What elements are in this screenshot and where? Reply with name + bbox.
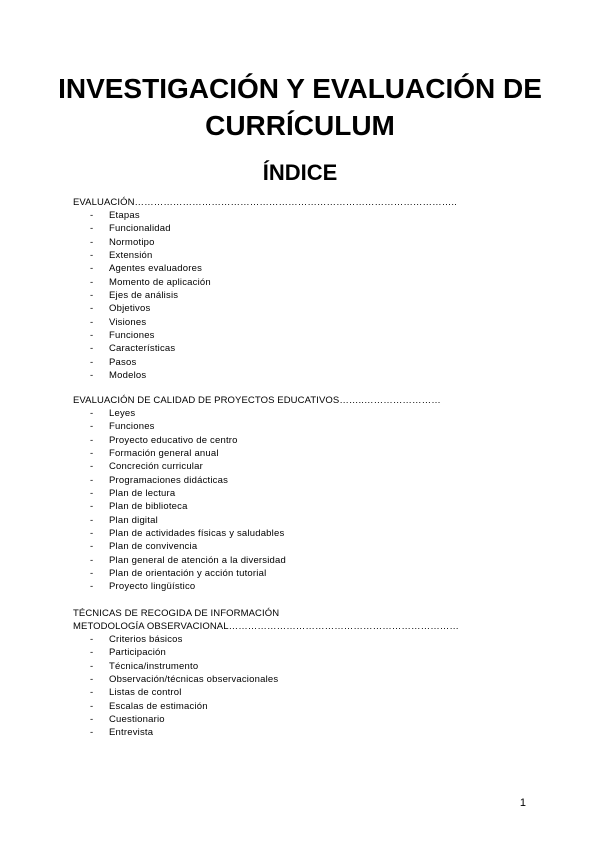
toc-item [73, 527, 503, 540]
toc-item-label: Leyes [109, 408, 136, 419]
toc-item-label: Normotipo [109, 236, 155, 248]
toc-item-label: Funciones [109, 330, 155, 342]
toc-item [73, 646, 503, 659]
toc-item [73, 726, 503, 739]
bullet-dash: - [90, 568, 94, 580]
toc-item [73, 540, 503, 553]
toc-item [73, 686, 503, 699]
toc-section-heading: EVALUACIÓN……………………………………………………………………………………….. [73, 197, 457, 208]
toc-item [73, 342, 503, 355]
bullet-dash: - [90, 474, 94, 486]
toc-item-list [73, 633, 503, 740]
bullet-dash: - [90, 210, 94, 221]
toc-section-calidad-proyectos [73, 394, 503, 594]
bullet-dash: - [90, 647, 94, 659]
toc-item [73, 500, 503, 513]
bullet-dash: - [90, 236, 94, 248]
toc-item-label: Momento de aplicación [109, 276, 211, 288]
toc-item [73, 487, 503, 500]
toc-item-label: Concreción curricular [109, 461, 203, 473]
toc-item [73, 447, 503, 460]
toc-item [73, 474, 503, 487]
toc-item [73, 262, 503, 275]
toc-item-label: Extensión [109, 250, 153, 262]
bullet-dash: - [90, 581, 94, 593]
toc-item-label: Plan de biblioteca [109, 501, 188, 513]
toc-item [73, 673, 503, 686]
bullet-dash: - [90, 514, 94, 526]
toc-item [73, 407, 503, 420]
toc-item [73, 289, 503, 302]
toc-item-label: Técnica/instrumento [109, 660, 199, 672]
bullet-dash: - [90, 714, 94, 726]
toc-item [73, 434, 503, 447]
bullet-dash: - [90, 461, 94, 473]
toc-item-label: Criterios básicos [109, 634, 183, 645]
bullet-dash: - [90, 370, 94, 382]
toc-item [73, 713, 503, 726]
toc-item-label: Plan general de atención a la diversidad [109, 554, 287, 566]
toc-item-label: Etapas [109, 210, 140, 221]
toc-item-label: Listas de control [109, 687, 182, 699]
bullet-dash: - [90, 727, 94, 739]
toc-item-label: Plan digital [109, 514, 158, 526]
toc-item-list [73, 407, 503, 594]
bullet-dash: - [90, 290, 94, 302]
bullet-dash: - [90, 303, 94, 315]
bullet-dash: - [90, 276, 94, 288]
toc-item-label: Escalas de estimación [109, 700, 208, 712]
bullet-dash: - [90, 528, 94, 540]
toc-item-label: Formación general anual [109, 448, 219, 460]
toc-item [73, 514, 503, 527]
toc-item-label: Plan de actividades físicas y saludables [109, 528, 285, 540]
bullet-dash: - [90, 343, 94, 355]
toc-section-heading-line1: TÉCNICAS DE RECOGIDA DE INFORMACIÓN [73, 608, 280, 619]
toc-section-tecnicas-recogida [73, 607, 503, 740]
toc-item [73, 567, 503, 580]
toc-section-heading: METODOLOGÍA OBSERVACIONAL……………………………………………………………… [73, 621, 459, 632]
toc-item [73, 700, 503, 713]
bullet-dash: - [90, 674, 94, 686]
bullet-dash: - [90, 700, 94, 712]
bullet-dash: - [90, 660, 94, 672]
toc-item [73, 236, 503, 249]
toc-item-label: Programaciones didácticas [109, 474, 229, 486]
bullet-dash: - [90, 263, 94, 275]
toc-item [73, 316, 503, 329]
toc-item-label: Cuestionario [109, 714, 165, 726]
toc-item [73, 369, 503, 382]
toc-item [73, 329, 503, 342]
toc-item [73, 460, 503, 473]
bullet-dash: - [90, 501, 94, 513]
bullet-dash: - [90, 448, 94, 460]
toc-item [73, 209, 503, 222]
toc-item-label: Visiones [109, 316, 147, 328]
toc-item-label: Proyecto educativo de centro [109, 434, 238, 446]
toc-item-list [73, 209, 503, 382]
bullet-dash: - [90, 434, 94, 446]
toc-item [73, 420, 503, 433]
bullet-dash: - [90, 421, 94, 433]
toc-item [73, 580, 503, 593]
toc-item [73, 276, 503, 289]
toc-item-label: Participación [109, 647, 166, 659]
toc-item [73, 249, 503, 262]
toc-item-label: Plan de orientación y acción tutorial [109, 568, 267, 580]
toc-item [73, 633, 503, 646]
toc-section-heading: EVALUACIÓN DE CALIDAD DE PROYECTOS EDUCATIVOS……..…………………… [73, 395, 441, 406]
bullet-dash: - [90, 250, 94, 262]
bullet-dash: - [90, 687, 94, 699]
toc-item-label: Funciones [109, 421, 155, 433]
toc-item-label: Agentes evaluadores [109, 263, 203, 275]
toc-item-label: Plan de lectura [109, 488, 176, 500]
bullet-dash: - [90, 316, 94, 328]
toc-item-label: Entrevista [109, 727, 154, 739]
document-title: INVESTIGACIÓN Y EVALUACIÓN DE CURRÍCULUM [58, 73, 542, 141]
bullet-dash: - [90, 356, 94, 368]
page-number: 1 [519, 797, 526, 809]
toc-item-label: Funcionalidad [109, 223, 171, 235]
toc-item [73, 554, 503, 567]
bullet-dash: - [90, 634, 94, 645]
index-heading: ÍNDICE [262, 160, 338, 185]
toc-item-label: Objetivos [109, 303, 151, 315]
toc-item [73, 222, 503, 235]
bullet-dash: - [90, 330, 94, 342]
toc-item-label: Pasos [109, 356, 137, 368]
toc-section-evaluacion [73, 196, 503, 382]
toc-item-label: Características [109, 343, 176, 355]
bullet-dash: - [90, 408, 94, 419]
toc-item-label: Proyecto lingüístico [109, 581, 196, 593]
bullet-dash: - [90, 554, 94, 566]
toc-item-label: Ejes de análisis [109, 290, 179, 302]
toc-item-label: Observación/técnicas observacionales [109, 674, 279, 686]
bullet-dash: - [90, 223, 94, 235]
bullet-dash: - [90, 488, 94, 500]
toc-item-label: Modelos [109, 370, 147, 382]
bullet-dash: - [90, 541, 94, 553]
toc-item [73, 302, 503, 315]
toc-item-label: Plan de convivencia [109, 541, 198, 553]
toc-item [73, 660, 503, 673]
toc-item [73, 356, 503, 369]
